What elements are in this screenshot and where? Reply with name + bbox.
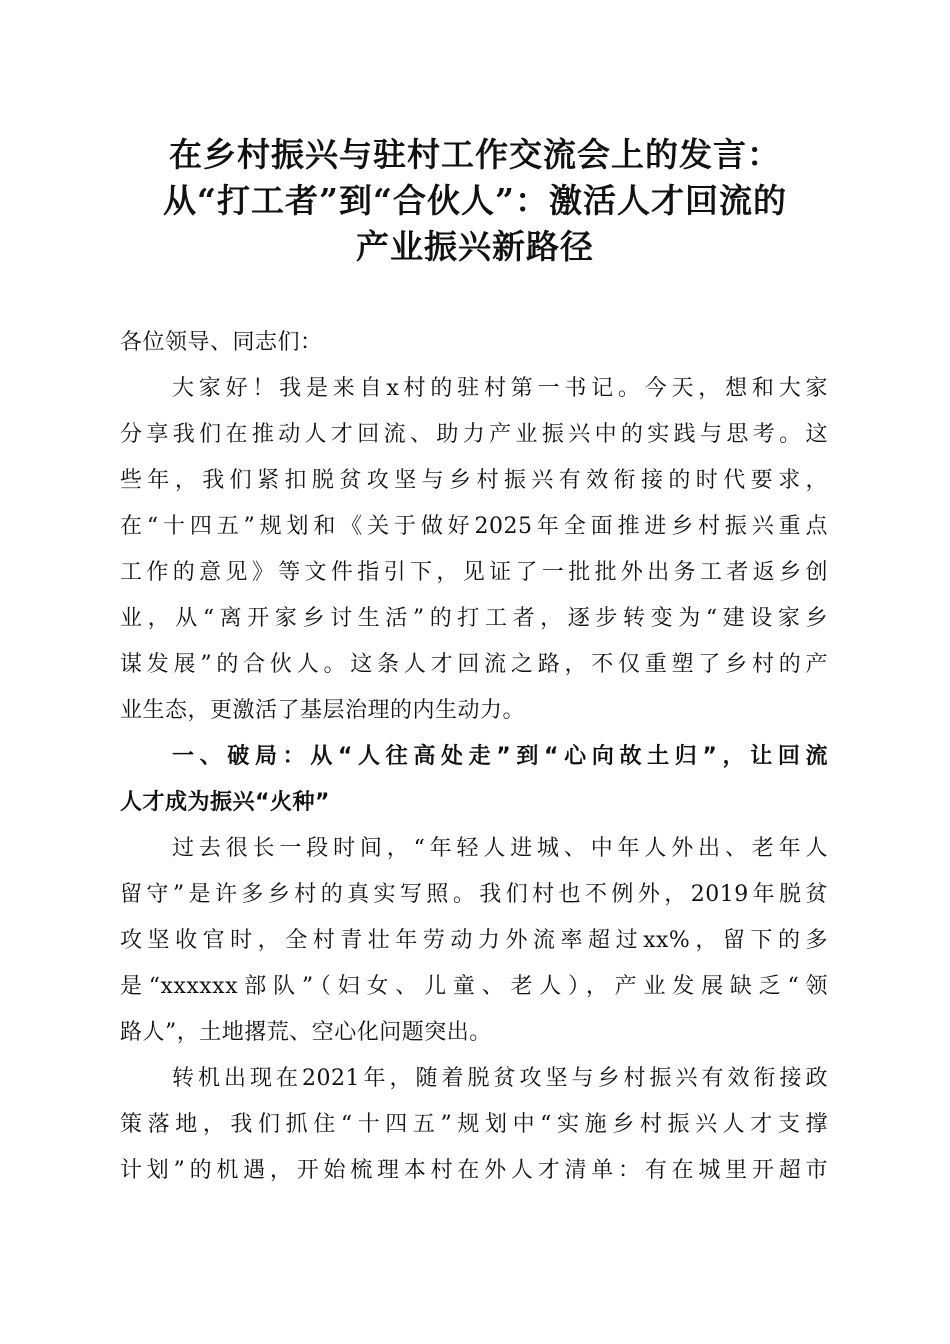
title-line-3: 产业振兴新路径 bbox=[356, 227, 594, 266]
paragraph-2-line: 留守”是许多乡村的真实写照。我们村也不例外，2019年脱贫 bbox=[120, 882, 828, 907]
document-body bbox=[120, 320, 828, 1194]
salutation: 各位领导、同志们： bbox=[120, 330, 323, 355]
paragraph-2-line: 路人”，土地撂荒、空心化问题突出。 bbox=[120, 1020, 492, 1045]
paragraph-1-line: 业生态，更激活了基层治理的内生动力。 bbox=[120, 698, 526, 723]
section-heading-1: 人才成为振兴“火种” bbox=[120, 790, 330, 815]
paragraph-1-line: 工作的意见》等文件指引下，见证了一批批外出务工者返乡创 bbox=[120, 560, 828, 585]
paragraph-1-line: 些年，我们紧扣脱贫攻坚与乡村振兴有效衔接的时代要求， bbox=[120, 468, 828, 493]
paragraph-3-line: 策落地，我们抓住“十四五”规划中“实施乡村振兴人才支撑 bbox=[120, 1112, 828, 1137]
paragraph-1-line: 业，从“离开家乡讨生活”的打工者，逐步转变为“建设家乡 bbox=[120, 606, 828, 631]
title-line-2: 从“打工者”到“合伙人”：激活人才回流的 bbox=[163, 181, 787, 220]
paragraph-1-line: 谋发展”的合伙人。这条人才回流之路，不仅重塑了乡村的产 bbox=[120, 652, 828, 677]
paragraph-2-line: 攻坚收官时，全村青壮年劳动力外流率超过xx%，留下的多 bbox=[120, 928, 828, 953]
section-heading-1: 一、破局：从“人往高处走”到“心向故土归”，让回流 bbox=[172, 744, 828, 769]
paragraph-1-line: 大家好！我是来自x村的驻村第一书记。今天，想和大家 bbox=[172, 376, 828, 401]
document-title bbox=[110, 132, 840, 270]
paragraph-1-line: 在“十四五”规划和《关于做好2025年全面推进乡村振兴重点 bbox=[120, 514, 828, 539]
paragraph-2-line: 过去很长一段时间，“年轻人进城、中年人外出、老年人 bbox=[172, 836, 828, 861]
paragraph-1-line: 分享我们在推动人才回流、助力产业振兴中的实践与思考。这 bbox=[120, 422, 828, 447]
paragraph-3-line: 计划”的机遇，开始梳理本村在外人才清单：有在城里开超市 bbox=[120, 1158, 828, 1183]
title-line-1: 在乡村振兴与驻村工作交流会上的发言： bbox=[169, 135, 781, 174]
paragraph-2-line: 是“xxxxxx部队”（妇女、儿童、老人），产业发展缺乏“领 bbox=[120, 974, 828, 999]
paragraph-3-line: 转机出现在2021年，随着脱贫攻坚与乡村振兴有效衔接政 bbox=[172, 1066, 828, 1091]
